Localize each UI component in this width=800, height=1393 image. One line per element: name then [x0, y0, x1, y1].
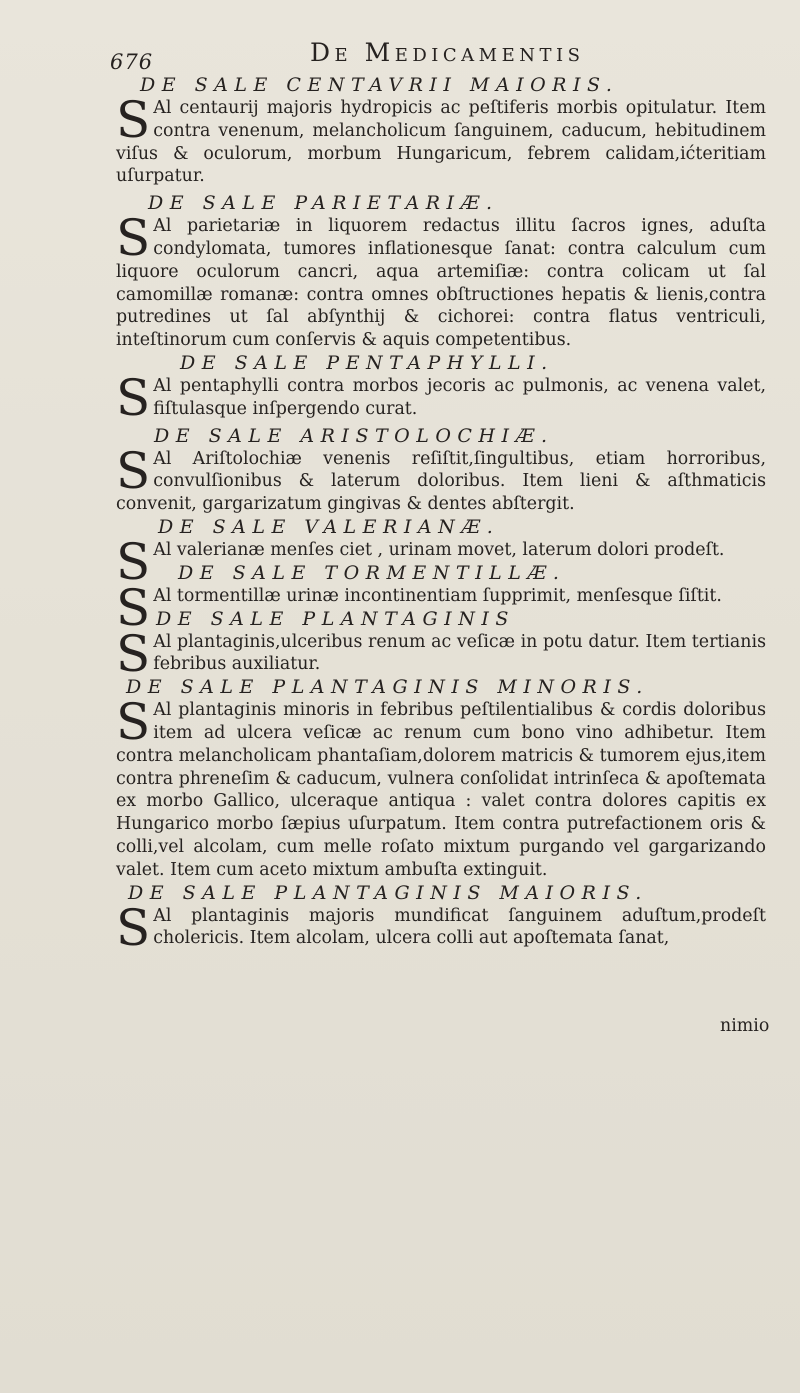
paragraph-text: Al parietariæ in liquorem redactus illitu ſacros ignes, aduſta condylomata, tumores inflationesque ſanat: contra calculum cum liquore oculorum cancri, aqua artemiſiæ: contra colicam ut ſal camomillæ romanæ: contra omnes obſtructiones hepatis & lienis,contra putredines ut ſal abſynthij & cichorei: contra flatus ventriculi, inteſtinorum cum conſervis & aquis competentibus. [116, 216, 766, 351]
section-paragraph [116, 441, 766, 516]
running-title: De Medicamentis [310, 38, 585, 67]
section-plantaginis-minoris [116, 676, 766, 881]
section-centaurii [116, 74, 766, 188]
paragraph-text: Al pentaphylli contra morbos jecoris ac pulmonis, ac venena valet, fiſtulasque inſpergendo curat. [153, 375, 766, 419]
initial-letter: S [116, 91, 151, 149]
initial-letter: S [116, 441, 151, 500]
section-heading: DE SALE TORMENTILLÆ. [178, 561, 566, 584]
paragraph-text: Al plantaginis minoris in febribus peſtilentialibus & cordis doloribus item ad ulcera veſicæ ac renum cum bono vino adhibetur. Item contra melancholicam phantaſiam,dolorem matricis & tumorem ejus,item contra phreneſim & caducum, vulnera conſolidat intrinſeca & apoſtemata ex morbo Gallico, ulceraque antiqua : valet contra dolores capitis ex Hungarico morbo ſæpius uſurpatum. Item contra putrefactionem oris & colli,vel alcolam, cum melle roſato mixtum purgando vel gargarizando valet. Item cum aceto mixtum ambuſta extinguit. [116, 700, 767, 880]
section-paragraph [116, 209, 766, 352]
section-plantaginis [116, 607, 766, 683]
section-heading: DE SALE PARIETARIÆ. [148, 192, 499, 215]
section-paragraph [116, 368, 766, 427]
paragraph-text: Al centaurij majoris hydropicis ac peſtiferis morbis opitulatur. Item contra venenum, melancholicum ſanguinem, caducum, hebitudinem viſus & oculorum, morbum Hungaricum, febrem calidam,ićteritiam uſurpatur. [116, 98, 766, 187]
section-heading: DE SALE PLANTAGINIS MAIORIS. [128, 881, 648, 904]
initial-letter: S [116, 693, 151, 752]
initial-letter: S [116, 368, 151, 427]
body-text [116, 74, 767, 957]
section-heading: DE SALE PLANTAGINIS [156, 607, 515, 630]
section-paragraph [116, 624, 766, 683]
initial-letter: S [116, 532, 151, 591]
section-paragraph [116, 898, 766, 957]
section-paragraph [116, 693, 767, 881]
section-heading: DE SALE ARISTOLOCHIÆ. [154, 424, 554, 447]
page-number: 676 [110, 50, 154, 74]
catchword: nimio [720, 1016, 770, 1036]
section-aristolochiae [116, 425, 766, 516]
section-paragraph [116, 91, 766, 188]
running-head [110, 36, 770, 76]
paragraph-text: Al plantaginis,ulceribus renum ac veſicæ in potu datur. Item tertianis febribus auxiliatur. [153, 631, 766, 675]
paragraph-text: Al valerianæ menſes ciet , urinam movet, laterum dolori prodeſt. [153, 539, 725, 560]
initial-letter: S [116, 624, 151, 683]
section-heading: DE SALE PLANTAGINIS MINORIS. [126, 676, 649, 699]
section-plantaginis-maioris [116, 881, 766, 957]
initial-letter: S [116, 578, 151, 637]
paragraph-text: Al plantaginis majoris mundificat ſanguinem aduſtum,prodeſt cholericis. Item alcolam, ulcera colli aut apoſtemata ſanat, [153, 905, 766, 949]
initial-letter: S [116, 898, 151, 957]
section-heading: DE SALE PENTAPHYLLI. [180, 351, 554, 374]
section-heading: DE SALE VALERIANÆ. [158, 515, 500, 538]
paragraph-text: Al Ariſtolochiæ venenis reſiſtit,ſingultibus, etiam horroribus, convulſionibus & laterum doloribus. Item lieni & aſthmaticis convenit, gargarizatum gingivas & dentes abſtergit. [116, 448, 766, 515]
section-parietariae [116, 192, 766, 352]
paragraph-text: Al tormentillæ urinæ incontinentiam ſupprimit, menſesque ſiſtit. [153, 585, 722, 606]
section-heading: DE SALE CENTAVRII MAIORIS. [140, 74, 619, 96]
section-pentaphylli [116, 351, 766, 427]
initial-letter: S [116, 209, 151, 268]
